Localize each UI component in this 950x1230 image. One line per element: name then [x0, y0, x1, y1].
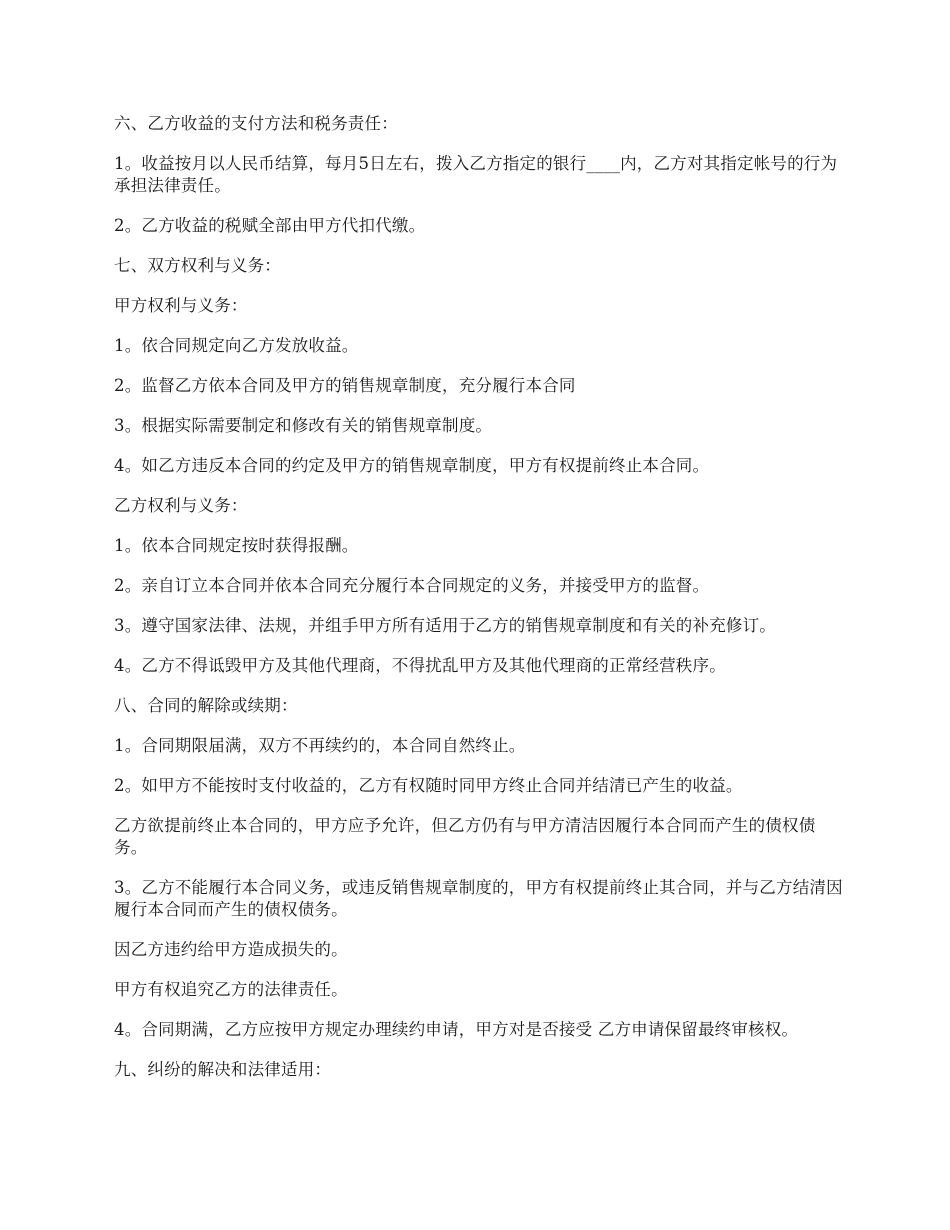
- clause-breach-loss: 因乙方违约给甲方造成损失的。: [114, 940, 348, 959]
- subheading-party-a: 甲方权利与义务：: [114, 296, 248, 315]
- clause-party-b-1: 1。依本合同规定按时获得报酬。: [114, 536, 359, 555]
- clause-party-a-4: 4。如乙方违反本合同的约定及甲方的销售规章制度，甲方有权提前终止本合同。: [114, 456, 710, 475]
- section-heading-payment-tax: 六、乙方收益的支付方法和税务责任：: [114, 114, 398, 133]
- section-heading-termination-renewal: 八、合同的解除或续期：: [114, 696, 298, 715]
- clause-termination-3: 3。乙方不能履行本合同义务，或违反销售规章制度的，甲方有权提前终止其合同，并与乙方结清因履行本合同而产生的债权债务。: [114, 878, 843, 919]
- document-page: [114, 113, 844, 1099]
- clause-party-a-3: 3。根据实际需要制定和修改有关的销售规章制度。: [114, 416, 493, 435]
- clause-party-b-2: 2。亲自订立本合同并依本合同充分履行本合同规定的义务，并接受甲方的监督。: [114, 576, 710, 595]
- clause-party-b-3: 3。遵守国家法律、法规，并组手甲方所有适用于乙方的销售规章制度和有关的补充修订。: [114, 616, 776, 635]
- clause-legal-liability: 甲方有权追究乙方的法律责任。: [114, 980, 348, 999]
- clause-termination-1: 1。合同期限届满，双方不再续约的，本合同自然终止。: [114, 736, 526, 755]
- subheading-party-b: 乙方权利与义务：: [114, 496, 248, 515]
- clause-payment-settlement: 1。收益按月以人民币结算，每月5日左右，拨入乙方指定的银行____内，乙方对其指定帐号的行为承担法律责任。: [114, 154, 838, 195]
- clause-party-a-1: 1。依合同规定向乙方发放收益。: [114, 336, 359, 355]
- clause-party-a-2: 2。监督乙方依本合同及甲方的销售规章制度，充分履行本合同: [114, 376, 576, 395]
- clause-party-b-4: 4。乙方不得诋毁甲方及其他代理商，不得扰乱甲方及其他代理商的正常经营秩序。: [114, 656, 726, 675]
- clause-termination-early: 乙方欲提前终止本合同的，甲方应予允许，但乙方仍有与甲方清洁因履行本合同而产生的债权债务。: [114, 816, 816, 857]
- clause-renewal-4: 4。合同期满，乙方应按甲方规定办理续约申请，甲方对是否接受 乙方申请保留最终审核权。: [114, 1020, 799, 1039]
- clause-termination-2: 2。如甲方不能按时支付收益的，乙方有权随时同甲方终止合同并结清已产生的收益。: [114, 776, 743, 795]
- section-heading-dispute-resolution: 九、纠纷的解决和法律适用：: [114, 1060, 332, 1079]
- section-heading-rights-obligations: 七、双方权利与义务：: [114, 256, 281, 275]
- clause-tax-withholding: 2。乙方收益的税赋全部由甲方代扣代缴。: [114, 216, 426, 235]
